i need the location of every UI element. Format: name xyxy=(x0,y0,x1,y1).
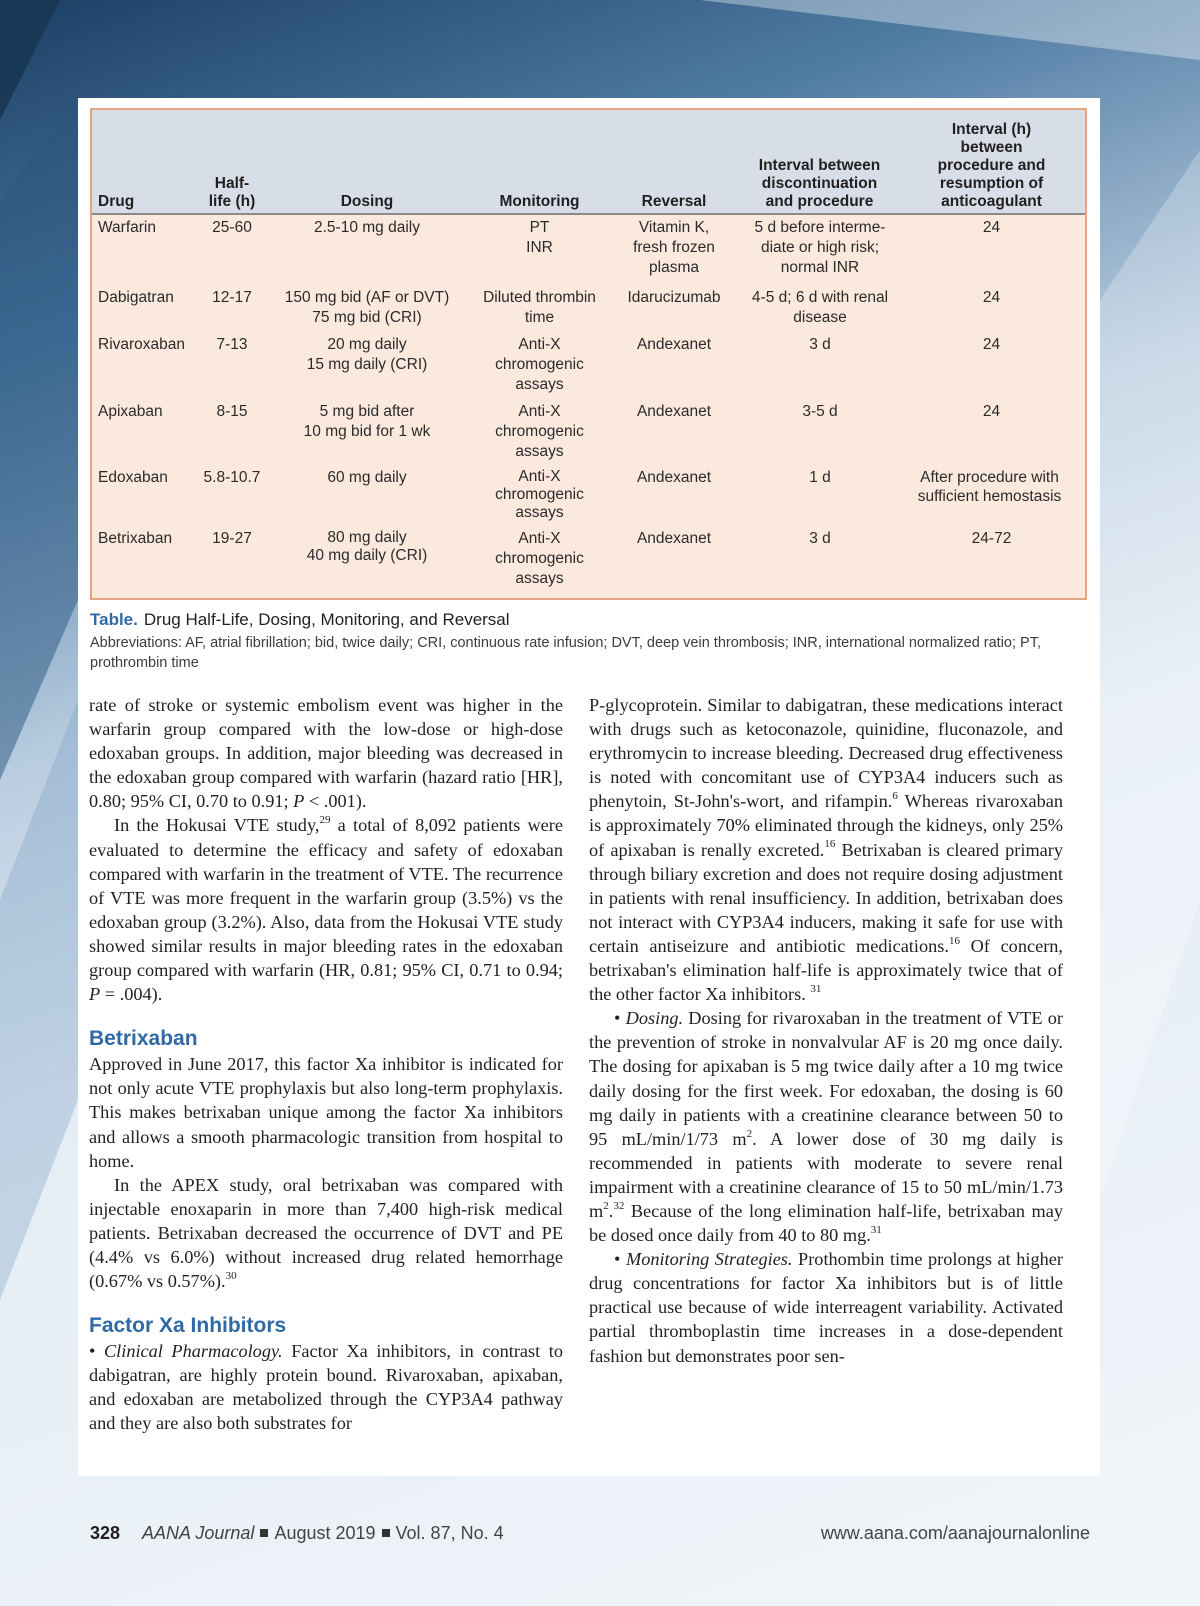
cell-interval-before: 4-5 d; 6 d with renal disease xyxy=(751,289,889,326)
cell-monitoring: Diluted thrombin time xyxy=(483,289,596,326)
header-monitoring: Monitoring xyxy=(499,193,580,210)
journal-url[interactable]: www.aana.com/aanajournalonline xyxy=(820,1523,1090,1543)
cell-reversal: Andexanet xyxy=(636,336,712,353)
cell-dosing: 80 mg daily 40 mg daily (CRI) xyxy=(306,529,428,564)
cell-interval-after: 24-72 xyxy=(971,530,1012,547)
cell-half-life: 5.8-10.7 xyxy=(203,469,261,486)
cell-monitoring: Anti-X chromogenic assays xyxy=(495,336,584,393)
paragraph: rate of stroke or systemic embolism event was higher in the warfarin group compared with the low-dose or high-dose edoxaban groups. In addition, major bleeding was decreased in the edoxaban group compared with warfarin (hazard ratio [HR], 0.80; 95% CI, 0.70 to 0.91; P < .001). xyxy=(89,695,563,812)
volume: Vol. 87, No. 4 xyxy=(395,1523,504,1543)
cell-half-life: 19-27 xyxy=(212,530,252,547)
cell-half-life: 7-13 xyxy=(216,336,248,353)
drug-table xyxy=(90,108,1087,600)
paragraph: Approved in June 2017, this factor Xa inhibitor is indicated for not only acute VTE prophylaxis but also long-term prophylaxis. This makes betrixaban unique among the factor Xa inhibitors and allows a smooth pharmacologic transition from hospital to home. xyxy=(89,1054,563,1171)
right-column xyxy=(589,693,1063,1368)
cell-drug: Apixaban xyxy=(98,403,163,420)
cell-reversal: Idarucizumab xyxy=(627,289,721,306)
header-interval-resumption: Interval (h) between procedure and resumption of anticoagulant xyxy=(937,121,1046,210)
cell-interval-after: 24 xyxy=(982,289,1001,306)
table-caption xyxy=(90,610,1090,673)
cell-reversal: Andexanet xyxy=(636,469,712,486)
paragraph: • Clinical Pharmacology. Factor Xa inhibitors, in contrast to dabigatran, are highly protein bound. Rivaroxaban, apixaban, and edoxaban are metabolized through the CYP3A4 pathway and they are also both substrates for xyxy=(89,1341,563,1434)
header-dosing: Dosing xyxy=(340,193,394,210)
page-sheet xyxy=(78,98,1100,1476)
paragraph: In the Hokusai VTE study,$^{29}$ a total of 8,092 patients were evaluated to determine the efficacy and safety of edoxaban compared with warfarin in the treatment of VTE. The recurrence of VTE was more frequent in the warfarin group (3.5%) vs the edoxaban group (3.2%). Also, data from the Hokusai VTE study showed similar results in major bleeding rates in the edoxaban group compared with warfarin (HR, 0.81; 95% CI, 0.71 to 0.94; P = .004). xyxy=(89,814,563,1005)
cell-dosing: 60 mg daily xyxy=(327,469,407,486)
cell-drug: Warfarin xyxy=(98,219,156,236)
cell-dosing: 150 mg bid (AF or DVT) 75 mg bid (CRI) xyxy=(284,289,450,326)
cell-reversal: Andexanet xyxy=(636,403,712,420)
cell-dosing: 2.5-10 mg daily xyxy=(314,219,420,236)
cell-drug: Dabigatran xyxy=(98,289,174,306)
separator-square-icon xyxy=(382,1529,390,1537)
cell-half-life: 8-15 xyxy=(216,403,248,420)
cell-half-life: 12-17 xyxy=(212,289,252,306)
caption-label: Table. xyxy=(90,610,138,629)
table-header xyxy=(92,110,1085,215)
cell-interval-after: After procedure with sufficient hemostasis xyxy=(917,469,1062,505)
cell-interval-before: 5 d before interme- diate or high risk; normal INR xyxy=(754,219,886,276)
header-reversal: Reversal xyxy=(641,193,707,210)
header-interval-discontinuation: Interval between discontinuation and procedure xyxy=(758,157,881,210)
issue-date: August 2019 xyxy=(274,1523,376,1543)
cell-interval-after: 24 xyxy=(982,403,1001,420)
section-heading-factor-xa: Factor Xa Inhibitors xyxy=(89,1314,287,1338)
separator-square-icon xyxy=(260,1529,268,1537)
cell-monitoring: Anti-X chromogenic assays xyxy=(495,530,584,587)
cell-dosing: 20 mg daily 15 mg daily (CRI) xyxy=(306,336,428,373)
page-number: 328 xyxy=(90,1523,121,1543)
header-drug: Drug xyxy=(98,193,135,210)
header-half-life: Half- life (h) xyxy=(208,175,256,210)
cell-half-life: 25-60 xyxy=(212,219,252,236)
cell-interval-after: 24 xyxy=(982,219,1001,236)
cell-dosing: 5 mg bid after 10 mg bid for 1 wk xyxy=(303,403,431,440)
cell-interval-before: 3 d xyxy=(809,336,831,353)
caption-abbreviations: Abbreviations: AF, atrial fibrillation; bid, twice daily; CRI, continuous rate infusion; DVT, deep vein thrombosis; INR, international normalized ratio; PT, prothrombin time xyxy=(90,635,1042,671)
cell-monitoring: PT INR xyxy=(526,219,553,256)
cell-monitoring: Anti-X chromogenic assays xyxy=(495,468,584,521)
paragraph: P-glycoprotein. Similar to dabigatran, these medications interact with drugs such as ketoconazole, quinidine, fluconazole, and erythromycin to increase bleeding. Decreased drug effectiveness is noted with concomitant use of CYP3A4 inducers such as phenytoin, St-John's-wort, and rifampin.$^6$ Whereas rivaroxaban is approximately 70% eliminated through the kidneys, only 25% of apixaban is renally excreted.$^{16}$ Betrixaban is cleared primary through biliary excretion and does not require dosing adjustment in patients with renal insufficiency. In addition, betrixaban does not interact with CYP3A4 inducers, making it safe for use with certain antiseizure and antibiotic medications.$^{16}$ Of concern, betrixaban's elimination half-life is approximately twice that of the other factor Xa inhibitors. $^{31}$ xyxy=(589,695,1064,1005)
caption-title: Drug Half-Life, Dosing, Monitoring, and Reversal xyxy=(143,610,510,629)
cell-drug: Edoxaban xyxy=(98,469,168,486)
cell-monitoring: Anti-X chromogenic assays xyxy=(495,403,584,460)
page-footer xyxy=(90,1523,1090,1553)
cell-reversal: Andexanet xyxy=(636,530,712,547)
journal-name: AANA Journal xyxy=(142,1523,255,1543)
cell-interval-before: 1 d xyxy=(809,469,831,486)
cell-drug: Betrixaban xyxy=(98,530,173,547)
cell-drug: Rivaroxaban xyxy=(98,336,186,353)
cell-interval-before: 3 d xyxy=(809,530,831,547)
paragraph: In the APEX study, oral betrixaban was compared with injectable enoxaparin in more than 7,400 high-risk medical patients. Betrixaban decreased the occurrence of DVT and PE (4.4% vs 6.0%) without increased drug related hemorrhage (0.67% vs 0.57%).$^{30}$ xyxy=(89,1174,563,1292)
left-column xyxy=(89,693,563,1436)
cell-interval-before: 3-5 d xyxy=(802,403,838,420)
paragraph: • Monitoring Strategies. Prothombin time prolongs at higher drug concentrations for factor Xa inhibitors but is of little practical use because of wide interreagent variability. Activated partial thromboplastin time increases in a dose-dependent fashion but demonstrates poor sen- xyxy=(589,1249,1063,1366)
cell-reversal: Vitamin K, fresh frozen plasma xyxy=(633,219,715,276)
cell-interval-after: 24 xyxy=(982,336,1001,353)
section-heading-betrixaban: Betrixaban xyxy=(89,1027,198,1051)
paragraph: • Dosing. Dosing for rivaroxaban in the treatment of VTE or the prevention of stroke in nonvalvular AF is 20 mg once daily. The dosing for apixaban is 5 mg twice daily after a 10 mg twice daily dosing for the first week. For edoxaban, the dosing is 60 mg daily in patients with a creatinine clearance between 50 to 95 mL/min/1/73 $m^2$. A lower dose of 30 mg daily is recommended in patients with moderate to severe renal impairment with a creatinine clearance of 15 to 50 mL/min/1.73 $m^2.^{32}$ Because of the long elimination half-life, betrixaban may be dosed once daily from 40 to 80 mg.$^{31}$ xyxy=(589,1008,1063,1246)
